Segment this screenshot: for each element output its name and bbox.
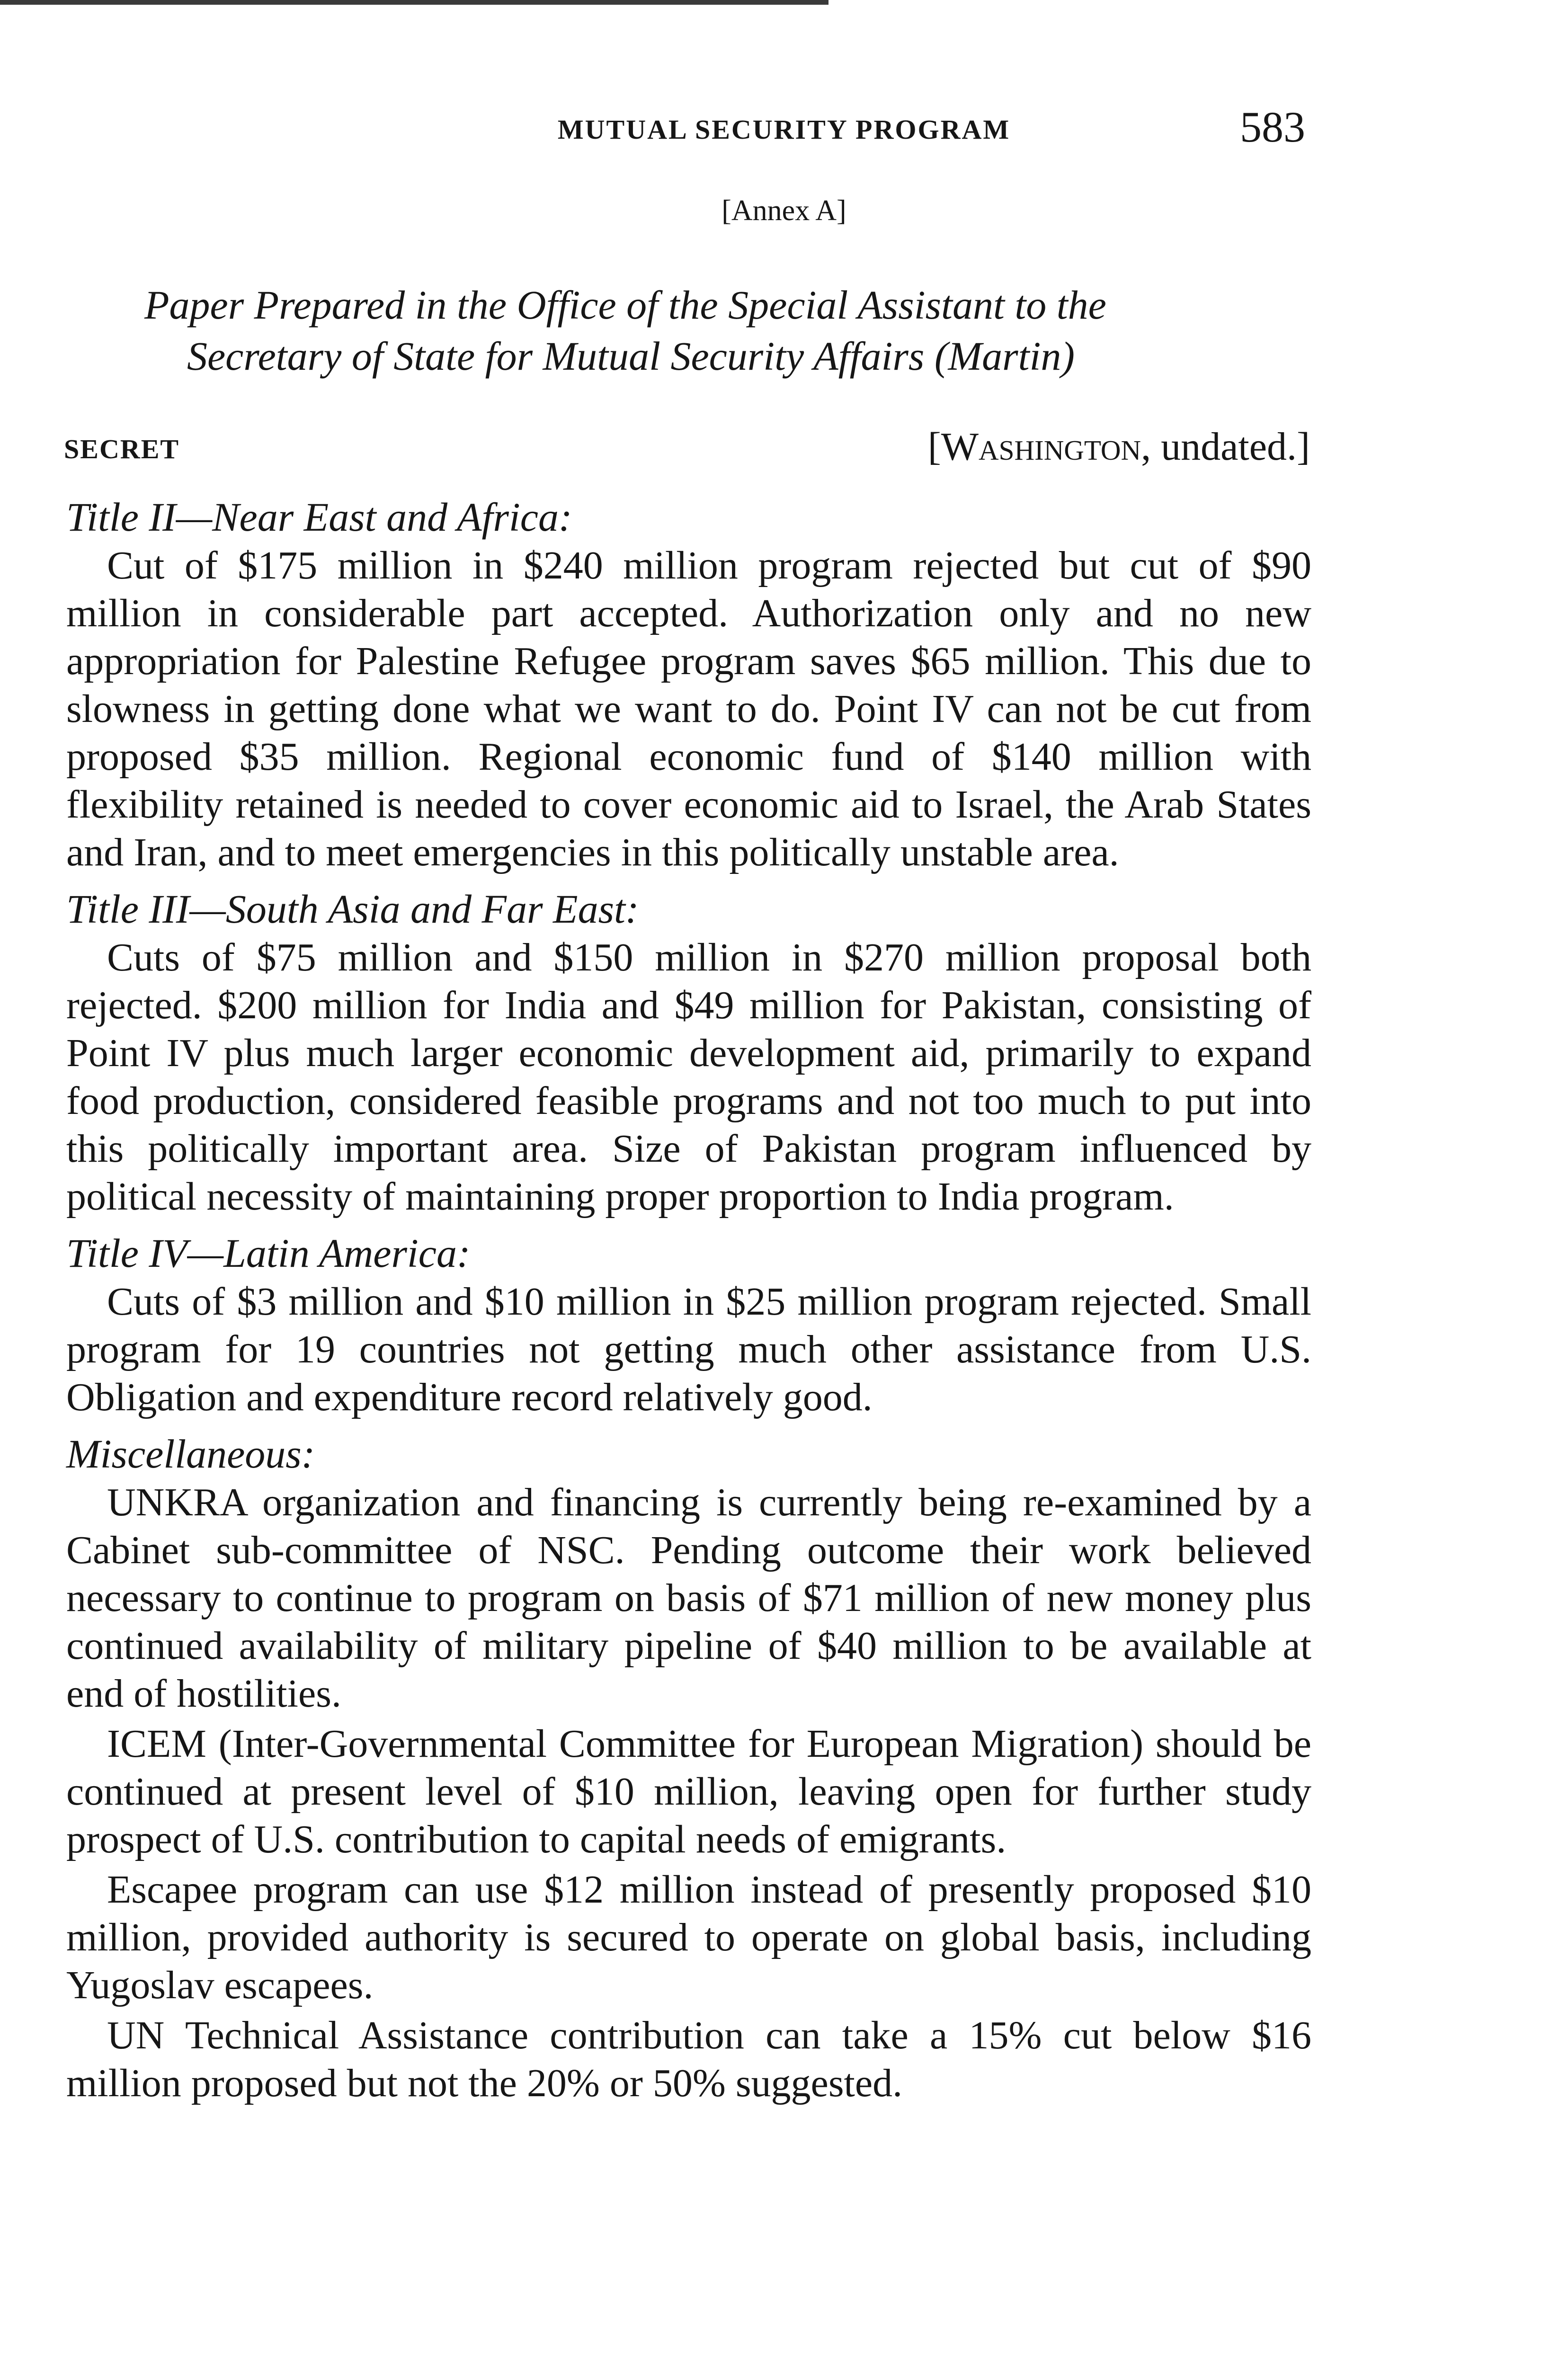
page-number: 583 xyxy=(1240,103,1305,151)
section-paragraph: UNKRA organization and financing is currently being re-examined by a Cabinet sub-committee of NSC. Pending outcome their work believed necessary to continue to program on basis of $71 million of new money plus continued availability of military pipeline of $40 million to be available at end of hostilities. xyxy=(66,1480,1311,1716)
section-paragraph: Escapee program can use $12 million instead of presently proposed $10 million, provided authority is secured to operate on global basis, including Yugoslav escapees. xyxy=(66,1868,1311,2007)
section-paragraph: Cuts of $3 million and $10 million in $25 million program rejected. Small program for 19 countries not getting much other assistance from U.S. Obligation and expenditure record relatively good. xyxy=(66,1280,1311,1419)
classification-marking: SECRET xyxy=(64,434,180,464)
section-heading: Miscellaneous: xyxy=(66,1431,315,1477)
section-paragraph: Cuts of $75 million and $150 million in $270 million proposal both rejected. $200 million for India and $49 million for Pakistan, consisting of Point IV plus much larger economic development aid, primarily to expand food production, considered feasible programs and not too much to put into this politically important area. Size of Pakistan program influenced by political necessity of maintaining proper proportion to India program. xyxy=(66,935,1311,1219)
section-miscellaneous xyxy=(66,1429,1311,2107)
section-near-east xyxy=(66,492,1311,876)
section-heading: Title IV—Latin America: xyxy=(66,1230,471,1276)
section-paragraph: ICEM (Inter-Governmental Committee for European Migration) should be continued at present level of $10 million, leaving open for further study prospect of U.S. contribution to capital needs of emigrants. xyxy=(66,1722,1311,1861)
dateline-rest: , undated.] xyxy=(1141,425,1310,469)
document-body xyxy=(66,492,1311,2109)
running-title: MUTUAL SECURITY PROGRAM xyxy=(557,114,1011,145)
dateline xyxy=(928,424,1310,470)
dateline-place: Washington xyxy=(941,425,1141,469)
top-rule xyxy=(0,0,829,5)
title-line-2: Secretary of State for Mutual Security Affairs (Martin) xyxy=(187,333,1075,379)
annex-label: [Annex A] xyxy=(722,195,846,227)
title-line-1: Paper Prepared in the Office of the Special Assistant to the xyxy=(144,282,1106,328)
section-paragraph: Cut of $175 million in $240 million program rejected but cut of $90 million in considerable part accepted. Authorization only and no new appropriation for Palestine Refugee program saves $65 million. This due to slowness in getting done what we want to do. Point IV can not be cut from proposed $35 million. Regional economic fund of $140 million with flexibility retained is needed to cover economic aid to Israel, the Arab States and Iran, and to meet emergencies in this politically unstable area. xyxy=(66,543,1311,874)
section-paragraph: UN Technical Assistance contribution can take a 15% cut below $16 million proposed but not the 20% or 50% suggested. xyxy=(66,2013,1311,2105)
document-title xyxy=(144,279,1375,382)
section-heading: Title III—South Asia and Far East: xyxy=(66,886,639,932)
section-latin-america xyxy=(66,1228,1311,1421)
section-heading: Title II—Near East and Africa: xyxy=(66,494,572,540)
dateline-open: [ xyxy=(927,425,941,469)
section-south-asia xyxy=(66,884,1311,1220)
